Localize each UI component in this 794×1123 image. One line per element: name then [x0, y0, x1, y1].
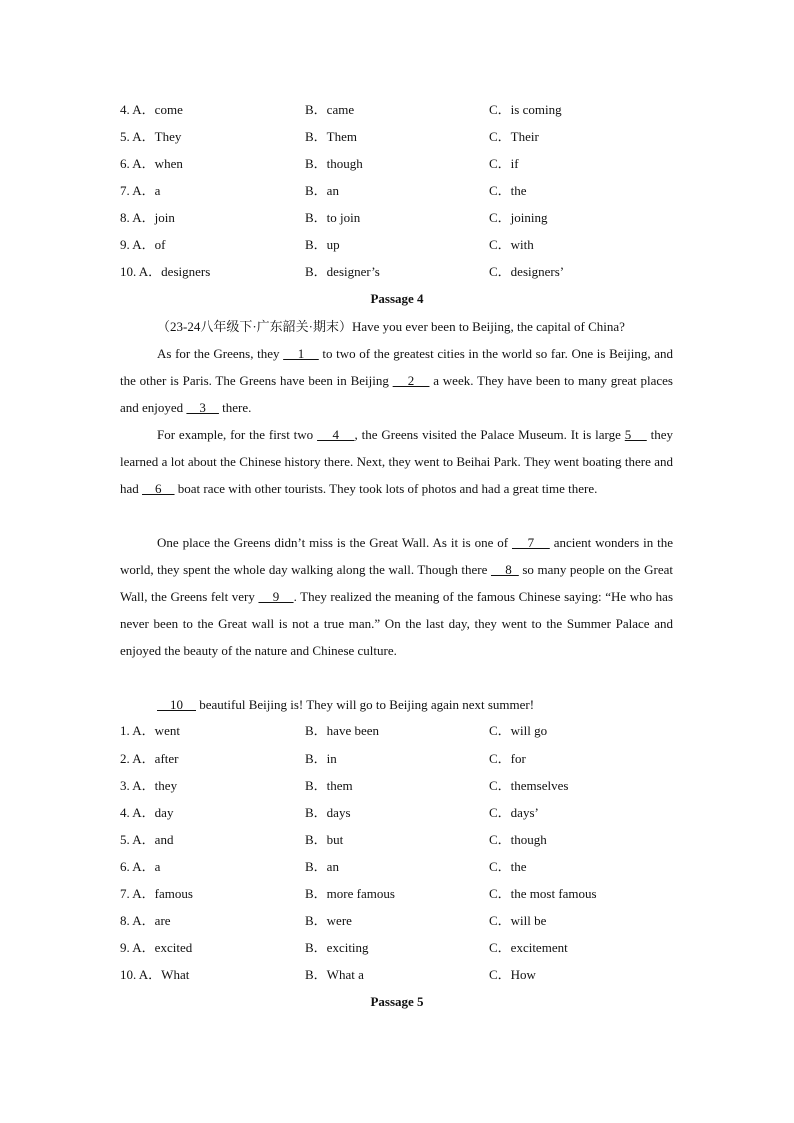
option-c: C．the: [489, 859, 527, 874]
option-row: [0, 776, 794, 796]
option-row: [0, 100, 794, 120]
blank-9[interactable]: 9: [258, 589, 294, 604]
option-c: C．Their: [489, 129, 539, 144]
option-row: [0, 803, 794, 823]
option-row: [0, 938, 794, 958]
option-b: B．in: [305, 751, 337, 766]
option-c: C．How: [489, 967, 536, 982]
option-c: C．designers’: [489, 264, 565, 279]
option-a: 3. A．they: [120, 778, 178, 793]
option-row: [0, 911, 794, 931]
option-a: 8. A．join: [120, 210, 175, 225]
passage-paragraph-2: For example, for the first two 4 , the Greens visited the Palace Museum. It is large 5 they learned a lot about the Chinese history there. Next, they went to Beihai Park. They went boating there and had 6 boat race with other tourists. They took lots of photos and had a great time there.: [120, 427, 674, 496]
passage-paragraph-4: 10 beautiful Beijing is! They will go to Beijing again next summer!: [157, 697, 535, 712]
option-b: B．to join: [305, 210, 361, 225]
option-row: [0, 965, 794, 985]
option-row: [0, 262, 794, 282]
option-b: B．though: [305, 156, 363, 171]
option-row: [0, 154, 794, 174]
option-a: 2. A．after: [120, 751, 179, 766]
option-row: [0, 127, 794, 147]
passage-heading: Passage 5: [370, 994, 424, 1009]
option-b: B．but: [305, 832, 344, 847]
option-b: B．more famous: [305, 886, 395, 901]
blank-4[interactable]: 4: [317, 427, 355, 442]
blank-1[interactable]: 1: [283, 346, 319, 361]
option-c: C．for: [489, 751, 526, 766]
option-b: B．Them: [305, 129, 357, 144]
option-a: 6. A．when: [120, 156, 183, 171]
option-b: B．were: [305, 913, 352, 928]
option-c: C．joining: [489, 210, 548, 225]
option-a: 4. A．come: [120, 102, 183, 117]
blank-7[interactable]: 7: [511, 535, 550, 550]
option-b: B．What a: [305, 967, 364, 982]
option-b: B．an: [305, 183, 339, 198]
option-row: [0, 208, 794, 228]
option-c: C．though: [489, 832, 547, 847]
option-row: [0, 181, 794, 201]
option-a: 9. A．excited: [120, 940, 193, 955]
passage-paragraph-3: One place the Greens didn’t miss is the Great Wall. As it is one of 7 ancient wonders in the world, they spent the whole day walking along the wall. Though there 8 so many people on the Great Wall, the Greens felt very 9 . They realized the meaning of the famous Chinese saying: “He who has never been to the Great wall is not a true man.” On the last day, they went to the Summer Palace and enjoyed the beauty of the nature and Chinese culture.: [120, 535, 674, 658]
blank-3[interactable]: 3: [186, 400, 219, 415]
option-c: C．days’: [489, 805, 539, 820]
option-a: 9. A．of: [120, 237, 166, 252]
option-b: B．an: [305, 859, 339, 874]
option-row: [0, 830, 794, 850]
option-a: 7. A．a: [120, 183, 161, 198]
option-c: C．the: [489, 183, 527, 198]
option-b: B．designer’s: [305, 264, 380, 279]
option-row: [0, 857, 794, 877]
option-b: B．up: [305, 237, 340, 252]
blank-5[interactable]: 5: [624, 427, 647, 442]
passage-paragraph-1: As for the Greens, they 1 to two of the greatest cities in the world so far. One is Beijing, and the other is Paris. The Greens have been in Beijing 2 a week. They have been to many great places and enjoyed 3 there.: [120, 346, 674, 415]
option-a: 6. A．a: [120, 859, 161, 874]
option-c: C．will go: [489, 723, 548, 738]
option-c: C．themselves: [489, 778, 569, 793]
passage-heading: Passage 4: [370, 291, 424, 306]
passage-intro: （23-24八年级下·广东韶关·期末）Have you ever been to Beijing, the capital of China?: [157, 319, 625, 334]
option-b: B．days: [305, 805, 351, 820]
blank-8[interactable]: 8: [490, 562, 519, 577]
option-a: 4. A．day: [120, 805, 174, 820]
option-c: C．excitement: [489, 940, 568, 955]
option-c: C．with: [489, 237, 534, 252]
option-b: B．them: [305, 778, 353, 793]
option-c: C．is coming: [489, 102, 562, 117]
option-a: 7. A．famous: [120, 886, 193, 901]
option-row: [0, 235, 794, 255]
option-a: 8. A．are: [120, 913, 171, 928]
blank-2[interactable]: 2: [392, 373, 430, 388]
option-c: C．the most famous: [489, 886, 597, 901]
blank-6[interactable]: 6: [142, 481, 175, 496]
option-a: 10. A．What: [120, 967, 190, 982]
option-b: B．have been: [305, 723, 380, 738]
option-a: 10. A．designers: [120, 264, 211, 279]
option-a: 5. A．They: [120, 129, 182, 144]
option-c: C．if: [489, 156, 519, 171]
option-a: 1. A．went: [120, 723, 180, 738]
blank-10[interactable]: 10: [157, 697, 196, 712]
option-row: [0, 884, 794, 904]
option-b: B．exciting: [305, 940, 369, 955]
option-b: B．came: [305, 102, 355, 117]
option-row: [0, 749, 794, 769]
option-row: [0, 721, 794, 741]
option-a: 5. A．and: [120, 832, 174, 847]
option-c: C．will be: [489, 913, 547, 928]
